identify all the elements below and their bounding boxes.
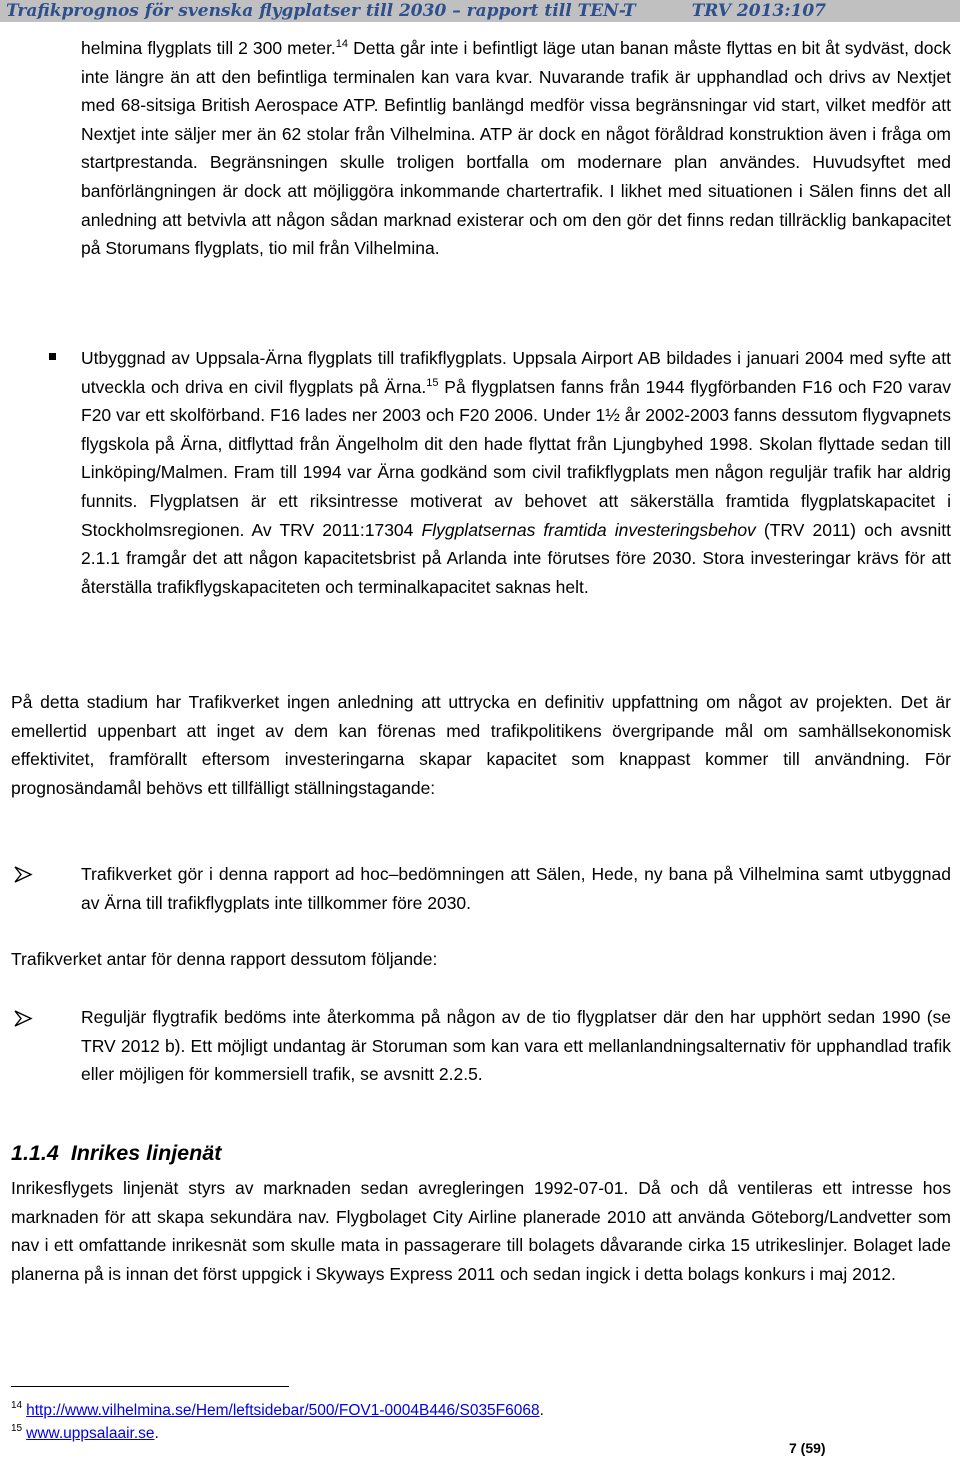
footnote-separator [11, 1386, 289, 1387]
arrow-bullet-icon [14, 866, 34, 883]
page-number: 7 (59) [789, 1440, 826, 1456]
section-title: Inrikes linjenät [70, 1141, 222, 1165]
paragraph-stance: På detta stadium har Trafikverket ingen anledning att uttrycka en definitiv uppfattning om något av projekten. Det är emellertid uppenbart att inget av dem kan förenas med trafikpolitikens övergripande mål om samhällsekonomisk effektivitet, framförallt eftersom investeringarna skapar kapacitet som knappast kommer till användning. För prognosändamål behövs ett tillfälligt ställningstagande: [11, 692, 951, 798]
running-header [0, 0, 960, 22]
footnote-15: $^{15}$ www.uppsalaair.se. [11, 1423, 159, 1442]
bullet-regular-traffic: Reguljär flygtrafik bedöms inte återkomma på någon av de tio flygplatser där den har upphört sedan 1990 (se TRV 2012 b). Ett möjligt undantag är Storuman som kan vara ett mellanlandningsalternativ för upphandlad trafik eller möjligen för kommersiell trafik, se avsnitt 2.2.5. [81, 1007, 951, 1085]
cited-report-title: Flygplatsernas framtida investeringsbehov [421, 519, 756, 540]
footnote-link[interactable]: www.uppsalaair.se [26, 1425, 155, 1442]
paragraph-route-network: Inrikesflygets linjenät styrs av marknaden sedan avregleringen 1992-07-01. Då och då ventileras ett intresse hos marknaden för att skapa sekundära nav. Flygbolaget City Airline planerade 2010 att använda Göteborg/Landvetter som nav i ett omfattande inrikesnät som skulle mata in passagerare till bolagets dåvarande cirka 15 utrikeslinjer. Bolaget lade planerna på is innan det först uppgick i Skyways Express 2011 och sedan ingick i detta bolags konkurs i maj 2012. [11, 1178, 951, 1284]
footnote-number: 14 [11, 1400, 23, 1411]
bullet-assessment: Trafikverket gör i denna rapport ad hoc–bedömningen att Sälen, Hede, ny bana på Vilhelmina samt utbyggnad av Ärna till trafikflygplats inte tillkommer före 2030. [81, 864, 951, 913]
header-title: Trafikprognos för svenska flygplatser till 2030 – rapport till TEN-T [6, 1, 636, 21]
paragraph-assumptions: Trafikverket antar för denna rapport dessutom följande: [11, 949, 438, 969]
header-report-id: TRV 2013:107 [691, 1, 826, 21]
footnote-number: 15 [11, 1423, 23, 1434]
footnote-link[interactable]: http://www.vilhelmina.se/Hem/leftsidebar/500/FOV1-0004B446/S035F6068 [26, 1402, 540, 1419]
arrow-bullet-icon [14, 1010, 34, 1027]
footnote-14: $^{14}$ http://www.vilhelmina.se/Hem/leftsidebar/500/FOV1-0004B446/S035F6068. [11, 1400, 544, 1419]
footnote-ref-15[interactable]: 15 [426, 376, 439, 389]
square-bullet-icon [49, 353, 56, 360]
section-heading [11, 1139, 221, 1167]
subitem-vilhelmina: helmina flygplats till 2 300 meter.$^{14}$ Detta går inte i befintligt läge utan banan måste flyttas en bit åt sydväst, dock inte längre än att den befintliga terminalen kan vara kvar. Nuvarande trafik är upphandlad och drivs av Nextjet med 68-sitsiga British Aerospace ATP. Befintlig banlängd medför vissa begränsningar vid start, vilket medför att Nextjet inte säljer mer än 62 stolar från Vilhelmina. ATP är dock en något föråldrad konstruktion även i fråga om startprestanda. Begränsningen skulle troligen bortfalla om modernare plan användes. Huvudsyftet med banförlängningen är dock att möjliggöra inkommande chartertrafik. I likhet med situationen i Sälen finns det all anledning att betvivla att någon sådan marknad existerar och om den gör det finns redan tillräcklig bankapacitet på Storumans flygplats, tio mil från Vilhelmina. [81, 38, 951, 259]
footnote-ref-14[interactable]: 14 [335, 38, 349, 50]
subitem-arna: Utbyggnad av Uppsala-Ärna flygplats till trafikflygplats. Uppsala Airport AB bildades i januari 2004 med syfte att utveckla och driva en civil flygplats på Ärna.$^{15}$ På flygplatsen fanns från 1944 flygförbanden F16 och F20 varav F20 var ett skolförband. F16 lades ner 2003 och F20 2006. Under 1½ år 2002-2003 fanns dessutom flygvapnets flygskola på Ärna, ditflyttad från Ängelholm dit den hade flyttat från Ljungbyhed 1998. Skolan flyttade sedan till Linköping/Malmen. Fram till 1994 var Ärna godkänd som civil trafikflygplats men någon reguljär trafik har aldrig funnits. Flygplatsen är ett riksintresse motiverat av behovet att säkerställa framtida flygplatskapacitet i Stockholmsregionen. Av TRV 2011:17304 Flygplatsernas framtida investeringsbehov (TRV 2011) och avsnitt 2.1.1 framgår det att någon kapacitetsbrist på Arlanda inte förutses före 2030. Stora investeringar krävs för att återställa trafikflygskapaciteten och terminalkapacitet saknas helt. [81, 348, 951, 597]
section-number: 1.1.4 [11, 1141, 59, 1165]
